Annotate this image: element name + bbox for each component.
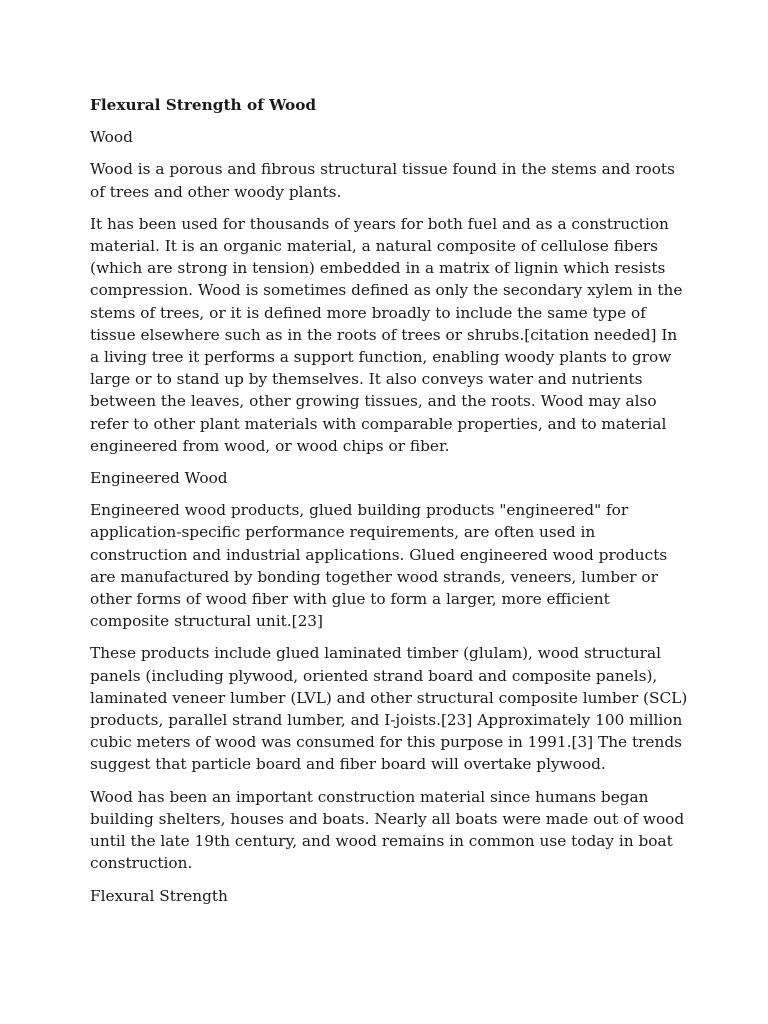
document-page — [90, 94, 690, 917]
paragraph: Wood has been an important construction material since humans began building shelters, houses and boats. Nearly all boats were made out of wood until the late 19th century, and wood remains in common use today in boat construction. — [90, 787, 685, 873]
paragraph: These products include glued laminated timber (glulam), wood structural panels (including plywood, oriented strand board and composite panels), laminated veneer lumber (LVL) and other structural composite lumber (SCL) products, parallel strand lumber, and I-joists.[23] Approximately 100 million cubic meters of wood was consumed for this purpose in 1991.[3] The trends suggest that particle board and fiber board will overtake plywood. — [90, 644, 688, 774]
section-heading-flexural-strength: Flexural Strength — [90, 886, 228, 905]
document-title: Flexural Strength of Wood — [90, 96, 317, 114]
section-heading-wood: Wood — [90, 128, 133, 147]
section-heading-engineered-wood: Engineered Wood — [90, 469, 228, 488]
paragraph: It has been used for thousands of years for both fuel and as a construction material. It is an organic material, a natural composite of cellulose fibers (which are strong in tension) embedded in a matrix of lignin which resists compression. Wood is sometimes defined as only the secondary xylem in the stems of trees, or it is defined more broadly to include the same type of tissue elsewhere such as in the roots of trees or shrubs.[citation needed] In a living tree it performs a support function, enabling woody plants to grow large or to stand up by themselves. It also conveys water and nutrients between the leaves, other growing tissues, and the roots. Wood may also refer to other plant materials with comparable properties, and to material engineered from wood, or wood chips or fiber. — [90, 214, 683, 455]
paragraph: Engineered wood products, glued building products "engineered" for application-specific performance requirements, are often used in construction and industrial applications. Glued engineered wood products are manufactured by bonding together wood strands, veneers, lumber or other forms of wood fiber with glue to form a larger, more efficient composite structural unit.[23] — [90, 501, 668, 631]
paragraph: Wood is a porous and fibrous structural tissue found in the stems and roots of trees and other woody plants. — [90, 160, 675, 201]
